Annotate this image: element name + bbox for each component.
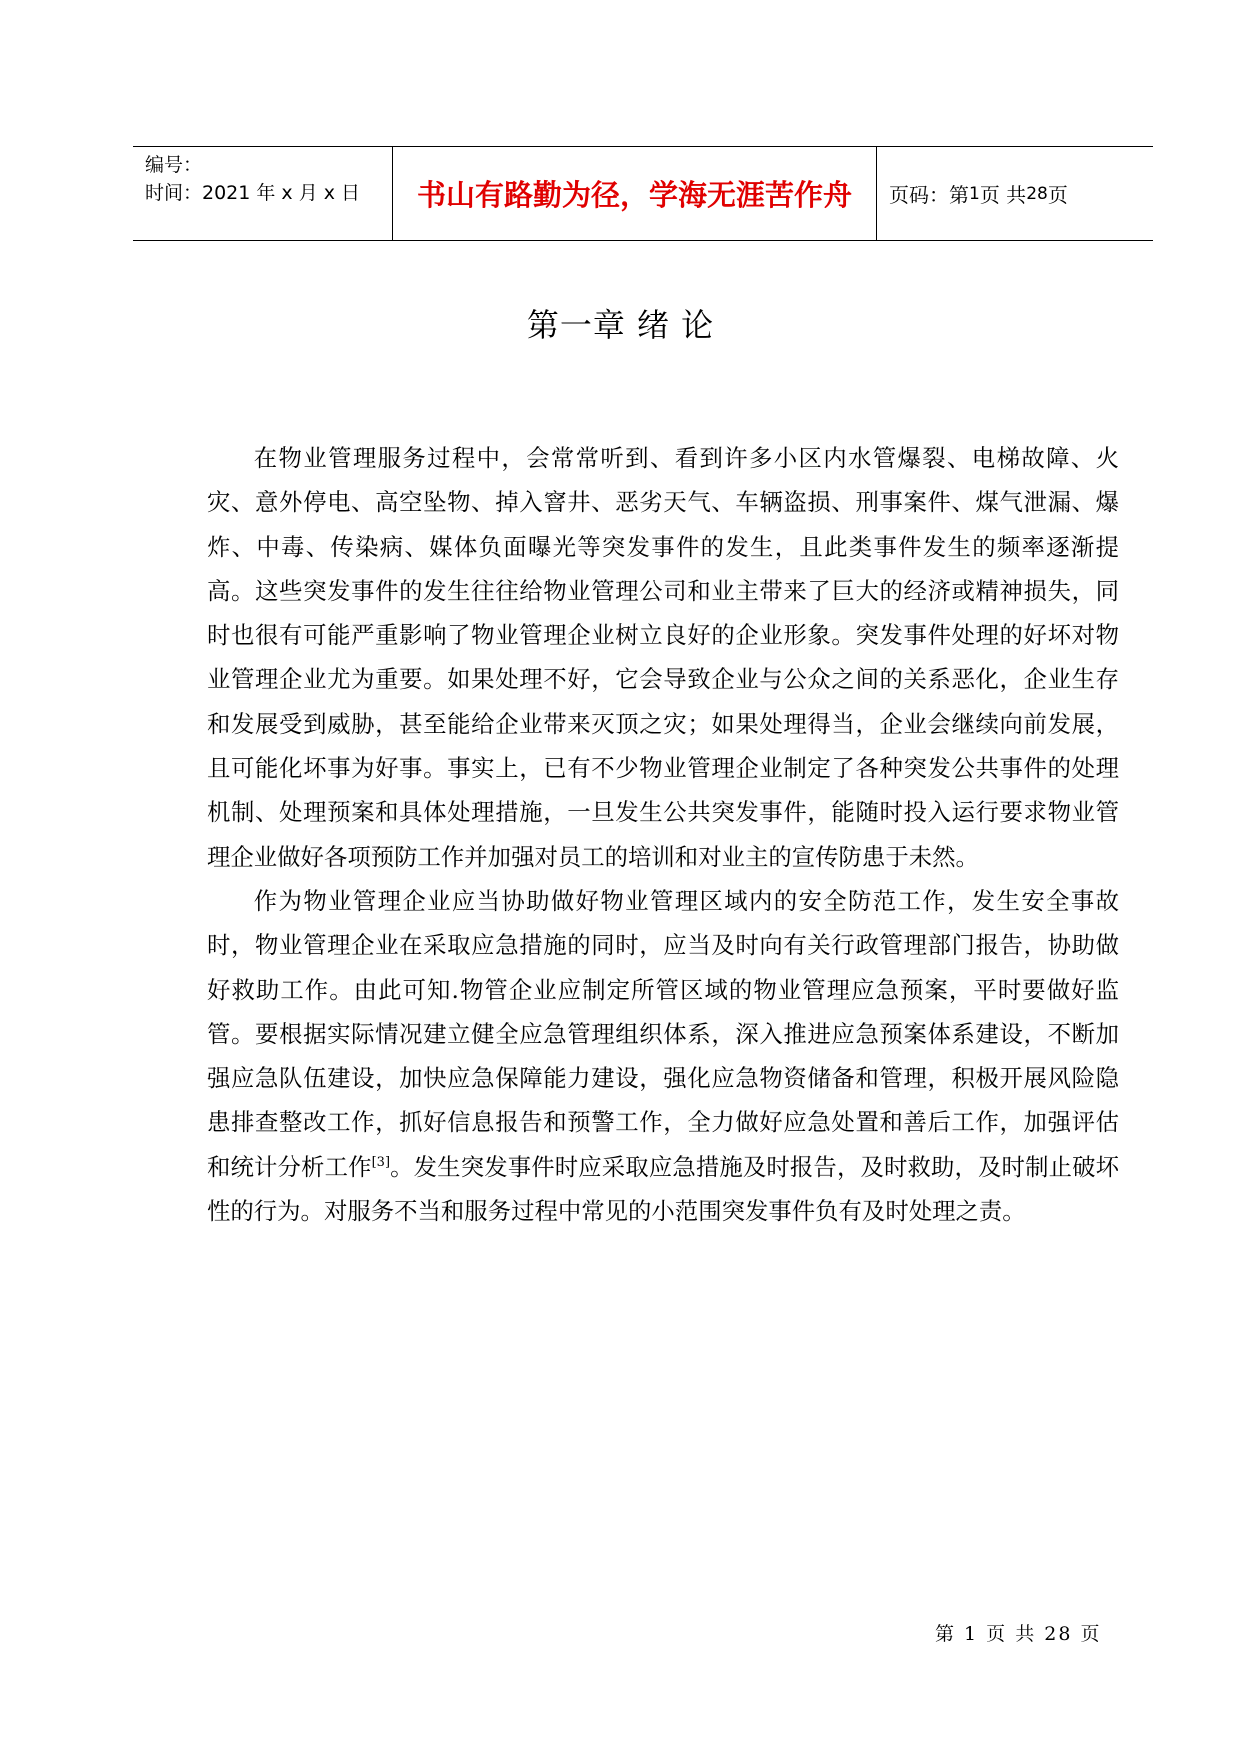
header-page-indicator bbox=[877, 147, 1153, 240]
chapter-title: 第一章 绪 论 bbox=[526, 306, 715, 344]
paragraph-1: 在物业管理服务过程中，会常常听到、看到许多小区内水管爆裂、电梯故障、火灾、意外停电、高空坠物、掉入窨井、恶劣天气、车辆盗损、刑事案件、煤气泄漏、爆炸、中毒、传染病、媒体负面曝光等突发事件的发生，且此类事件发生的频率逐渐提高。这些突发事件的发生往往给物业管理公司和业主带来了巨大的经济或精神损失，同时也很有可能严重影响了物业管理企业树立良好的企业形象。突发事件处理的好坏对物业管理企业尤为重要。如果处理不好，它会导致企业与公众之间的关系恶化，企业生存和发展受到威胁，甚至能给企业带来灭顶之灾；如果处理得当，企业会继续向前发展，且可能化坏事为好事。事实上，已有不少物业管理企业制定了各种突发公共事件的处理机制、处理预案和具体处理措施，一旦发生公共突发事件，能随时投入运行要求物业管理企业做好各项预防工作并加强对员工的培训和对业主的宣传防患于未然。 bbox=[207, 444, 1119, 871]
paragraph-2-part-1: 作为物业管理企业应当协助做好物业管理区域内的安全防范工作，发生安全事故时，物业管理企业在采取应急措施的同时，应当及时向有关行政管理部门报告，协助做好救助工作。由此可知.物管企业应制定所管区域的物业管理应急预案，平时要做好监管。要根据实际情况建立健全应急管理组织体系，深入推进应急预案体系建设，不断加强应急队伍建设，加快应急保障能力建设，强化应急物资储备和管理，积极开展风险隐患排查整改工作，抓好信息报告和预警工作，全力做好应急处置和善后工作，加强评估和统计分析工作 bbox=[207, 886, 1119, 1181]
page-suffix: 页 bbox=[1047, 183, 1068, 207]
citation-marker: [3] bbox=[371, 1154, 391, 1170]
page-prefix: 页码：第 bbox=[889, 183, 969, 207]
document-header bbox=[133, 146, 1153, 241]
body-text bbox=[207, 436, 1119, 1233]
page-current: 1 bbox=[969, 183, 980, 204]
document-number-label: 编号： bbox=[145, 154, 203, 176]
header-motto: 书山有路勤为径，学海无涯苦作舟 bbox=[393, 147, 877, 240]
page-total: 28 bbox=[1026, 183, 1048, 204]
document-time-label: 时间：2021 年 x 月 x 日 bbox=[145, 182, 361, 204]
page-mid: 页 共 bbox=[979, 183, 1027, 207]
header-meta-cell bbox=[133, 147, 393, 240]
paragraph-2-part-2: 。发生突发事件时应采取应急措施及时报告，及时救助，及时制止破坏性的行为。对服务不当和服务过程中常见的小范围突发事件负有及时处理之责。 bbox=[207, 1152, 1120, 1226]
paragraph-2 bbox=[207, 879, 1119, 1233]
page-footer: 第 1 页 共 28 页 bbox=[935, 1623, 1102, 1645]
